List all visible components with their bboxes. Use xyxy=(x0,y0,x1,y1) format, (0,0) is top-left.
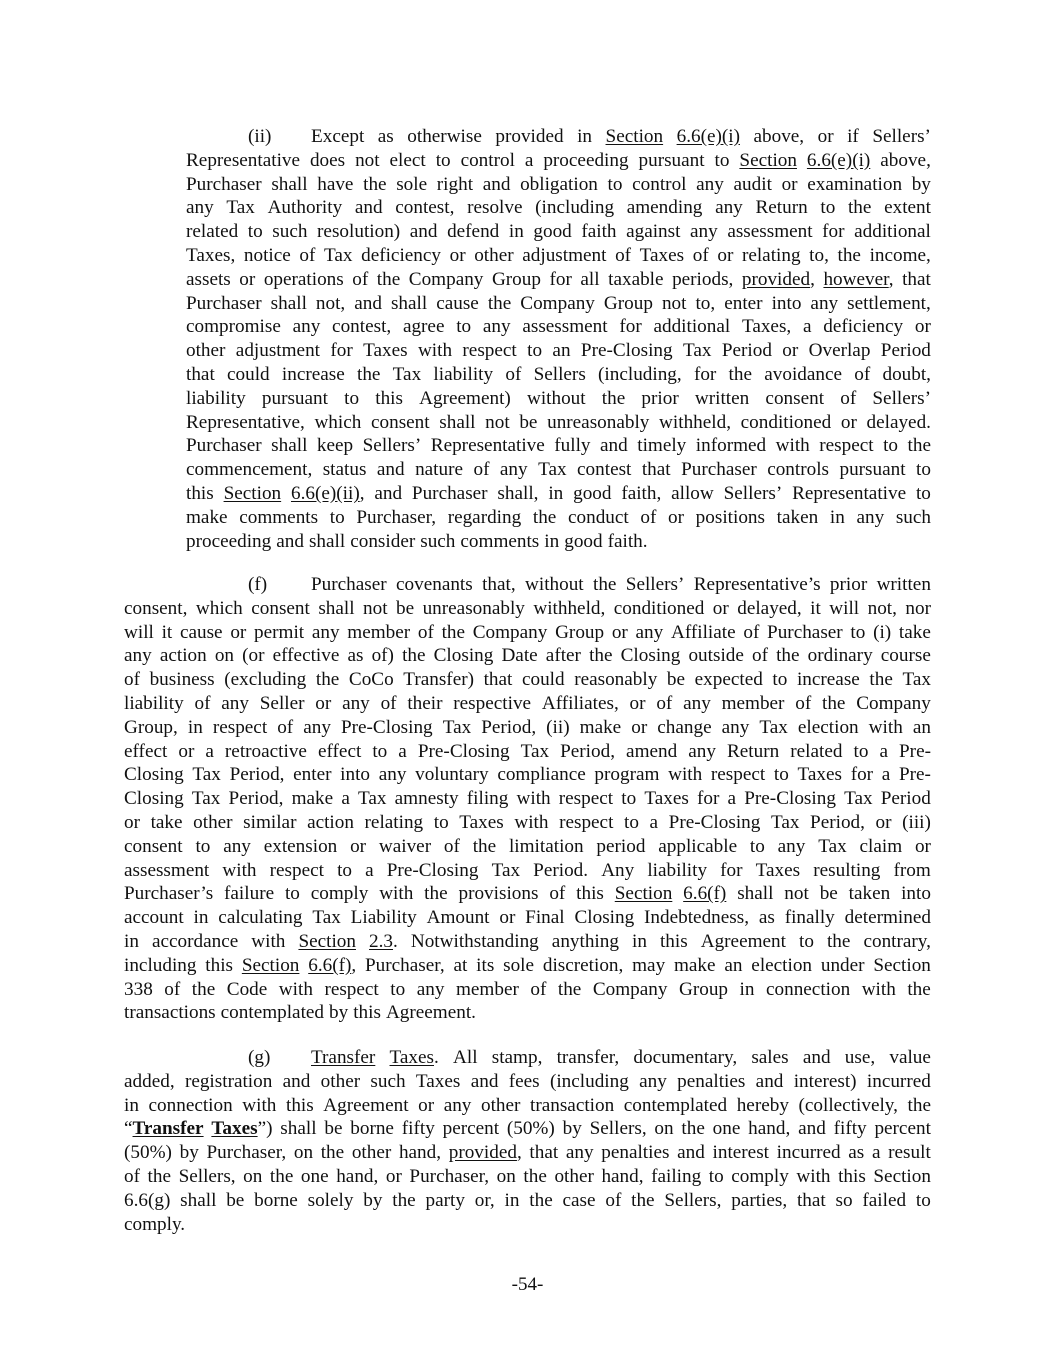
text-line: Closing Tax Period, enter into any voluntary compliance program with respect to Taxes for a Pre- xyxy=(124,764,931,786)
text-line: will it cause or permit any member of the Company Group or any Affiliate of Purchaser to (i) take xyxy=(124,621,931,643)
text-line: transactions contemplated by this Agreement. xyxy=(124,1002,476,1024)
section-reference: 6.6(e)(ii) xyxy=(290,482,360,504)
text-line: Transfer Taxes. All stamp, transfer, documentary, sales and use, value xyxy=(311,1047,931,1068)
section-reference: Section xyxy=(298,930,356,952)
text-line: of the Sellers, on the one hand, or Purchaser, on the other hand, failing to comply with this Section xyxy=(124,1165,931,1187)
page-number: -54- xyxy=(511,1274,544,1295)
paragraph-g-label: (g) xyxy=(248,1047,271,1068)
text-line: commencement, status and nature of any Tax contest that Purchaser controls pursuant to xyxy=(186,459,931,481)
text-line: (50%) by Purchaser, on the other hand, provided, that any penalties and interest incurred as a result xyxy=(124,1142,931,1164)
section-reference: Section xyxy=(241,954,300,976)
text-line: Except as otherwise provided in Section 6.6(e)(i) above, or if Sellers’ xyxy=(311,126,931,147)
paragraph-g-body xyxy=(124,1046,931,1236)
text-line: added, registration and other such Taxes and fees (including any penalties and interest) incurred xyxy=(124,1070,931,1092)
text-line: assets or operations of the Company Group for all taxable periods, provided, however, that xyxy=(186,268,931,290)
section-reference: Section xyxy=(223,482,282,504)
section-reference: Section xyxy=(605,126,664,147)
paragraph-ii-label: (ii) xyxy=(248,126,272,147)
section-reference: 6.6(f) xyxy=(308,954,352,976)
text-line: liability of any Seller or any of their respective Affiliates, or of any member of the Company xyxy=(124,692,931,714)
text-line: of business (excluding the CoCo Transfer) that could reasonably be expected to increase the Tax xyxy=(124,669,931,691)
text-line: or take other similar action relating to Taxes with respect to a Pre-Closing Tax Period, or (iii) xyxy=(124,811,931,833)
text-line: Closing Tax Period, make a Tax amnesty filing with respect to Taxes for a Pre-Closing Tax Period xyxy=(124,788,931,810)
paragraph-g xyxy=(124,1046,931,1236)
text-line: other adjustment for Taxes with respect to an Pre-Closing Tax Period or Overlap Period xyxy=(186,340,931,362)
text-line: consent, which consent shall not be unreasonably withheld, conditioned or delayed, it will not, nor xyxy=(124,597,931,619)
text-line: any action on (or effective as of) the Closing Date after the Closing outside of the ordinary course xyxy=(124,645,931,667)
text-line: Representative, which consent shall not be unreasonably withheld, conditioned or delayed. xyxy=(186,411,931,433)
paragraph-ii-body xyxy=(186,125,931,553)
text-line: in connection with this Agreement or any other transaction contemplated hereby (collectively, the xyxy=(124,1094,931,1116)
section-reference: 6.6(e)(i) xyxy=(806,149,871,171)
text-line: Purchaser shall have the sole right and obligation to control any audit or examination by xyxy=(186,173,931,195)
text-line: Purchaser covenants that, without the Sellers’ Representative’s prior written xyxy=(311,574,931,595)
text-line: 6.6(g) shall be borne solely by the party or, in the case of the Sellers, parties, that so failed to xyxy=(124,1189,931,1211)
section-reference: provided xyxy=(448,1142,517,1164)
text-line: Taxes, notice of Tax deficiency or other adjustment of Taxes of or relating to, the income, xyxy=(186,244,931,266)
text-line: Purchaser’s failure to comply with the provisions of this Section 6.6(f) shall not be taken into xyxy=(124,883,931,905)
section-reference: Section xyxy=(614,883,673,905)
defined-term: Transfer xyxy=(132,1118,204,1140)
text-line: this Section 6.6(e)(ii), and Purchaser shall, in good faith, allow Sellers’ Representative to xyxy=(186,482,931,504)
defined-term: Taxes xyxy=(211,1118,258,1140)
text-line: Representative does not elect to control a proceeding pursuant to Section 6.6(e)(i) above, xyxy=(186,149,931,171)
text-line: Group, in respect of any Pre-Closing Tax Period, (ii) make or change any Tax election with an xyxy=(124,716,931,738)
section-reference: 2.3 xyxy=(369,930,394,952)
section-reference: Taxes xyxy=(389,1047,434,1068)
paragraph-f-label: (f) xyxy=(248,574,268,595)
text-line: proceeding and shall consider such comments in good faith. xyxy=(186,530,648,552)
text-line: account in calculating Tax Liability Amount or Final Closing Indebtedness, as finally determined xyxy=(124,907,931,929)
text-line: “Transfer Taxes”) shall be borne fifty percent (50%) by Sellers, on the one hand, and fifty percent xyxy=(124,1118,931,1140)
text-line: make comments to Purchaser, regarding the conduct of or positions taken in any such xyxy=(186,506,931,528)
section-reference: however xyxy=(823,268,889,290)
text-line: compromise any contest, agree to any assessment for additional Taxes, a deficiency or xyxy=(186,316,931,338)
text-line: including this Section 6.6(f), Purchaser, at its sole discretion, may make an election under Section xyxy=(124,954,931,976)
section-reference: 6.6(e)(i) xyxy=(676,126,740,147)
text-line: consent to any extension or waiver of the limitation period applicable to any Tax claim or xyxy=(124,835,931,857)
text-line: any Tax Authority and contest, resolve (including amending any Return to the extent xyxy=(186,197,931,219)
text-line: 338 of the Code with respect to any member of the Company Group in connection with the xyxy=(124,978,931,1000)
text-line: that could increase the Tax liability of Sellers (including, for the avoidance of doubt, xyxy=(186,363,931,385)
section-reference: 6.6(f) xyxy=(683,883,727,905)
text-line: Purchaser shall not, and shall cause the Company Group not to, enter into any settlement, xyxy=(186,292,931,314)
paragraph-f xyxy=(124,573,931,1025)
section-reference: Section xyxy=(739,149,797,171)
text-line: in accordance with Section 2.3. Notwithstanding anything in this Agreement to the contrary, xyxy=(124,930,931,952)
text-line: Purchaser shall keep Sellers’ Representative fully and timely informed with respect to the xyxy=(186,435,931,457)
paragraph-ii xyxy=(186,125,931,553)
text-line: assessment with respect to a Pre-Closing Tax Period. Any liability for Taxes resulting from xyxy=(124,859,931,881)
text-line: related to such resolution) and defend in good faith against any assessment for additional xyxy=(186,221,931,243)
text-line: comply. xyxy=(124,1213,186,1235)
section-reference: Transfer xyxy=(311,1047,376,1068)
section-reference: provided xyxy=(741,268,811,290)
text-line: effect or a retroactive effect to a Pre-Closing Tax Period, amend any Return related to a Pre- xyxy=(124,740,931,762)
paragraph-f-body xyxy=(124,573,931,1025)
text-line: liability pursuant to this Agreement) without the prior written consent of Sellers’ xyxy=(186,387,931,409)
